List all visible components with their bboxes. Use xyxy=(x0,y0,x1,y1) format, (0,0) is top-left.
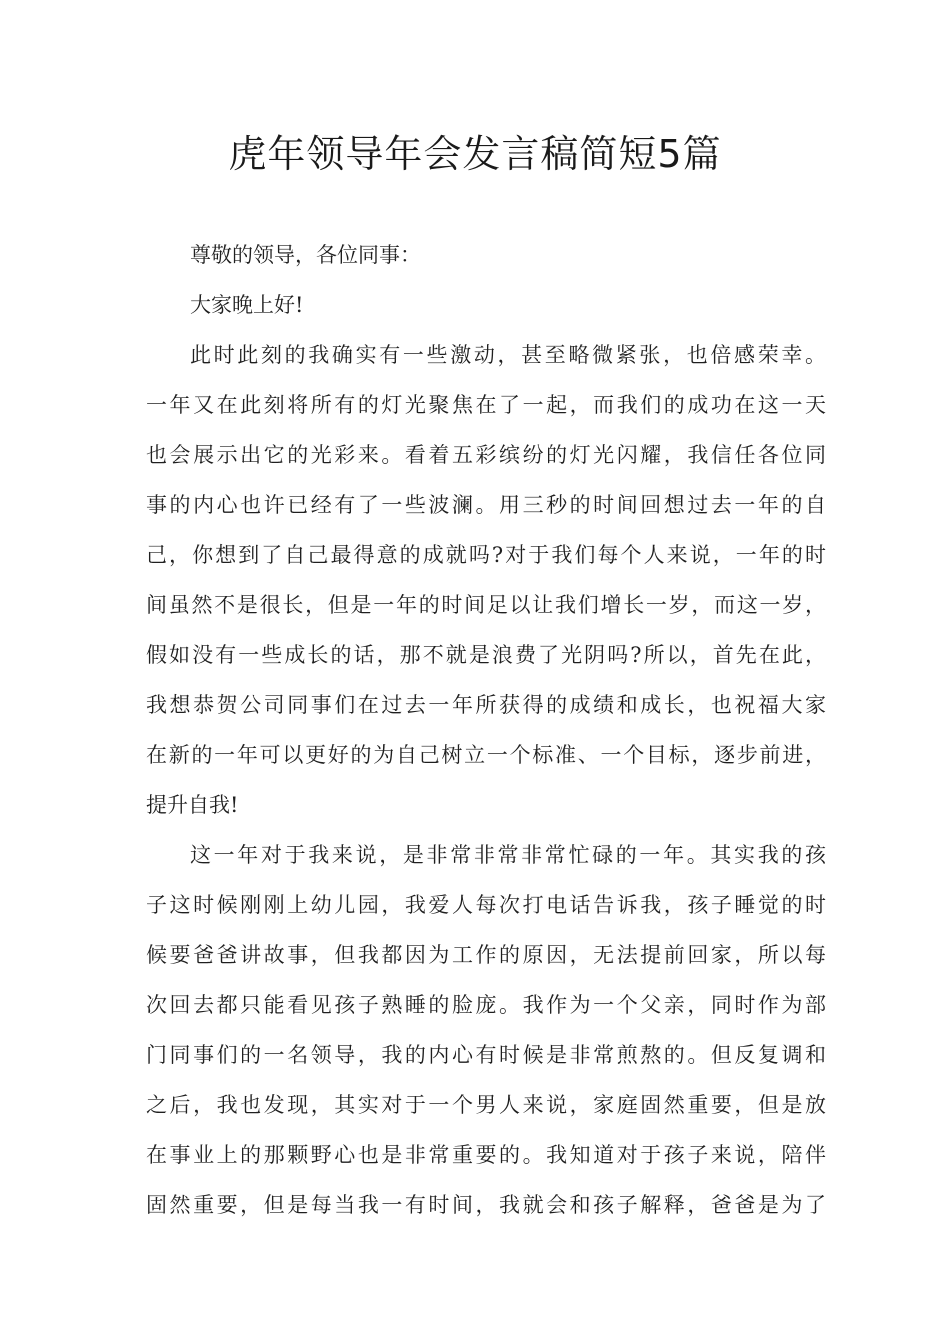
text-line: 这一年对于我来说，是非常非常非常忙碌的一年。其实我的孩 xyxy=(190,843,826,867)
text-line: 候要爸爸讲故事，但我都因为工作的原因，无法提前回家，所以每 xyxy=(146,943,826,967)
text-line: 尊敬的领导，各位同事： xyxy=(190,243,421,267)
text-line: 在事业上的那颗野心也是非常重要的。我知道对于孩子来说，陪伴 xyxy=(146,1143,826,1167)
text-line: 间虽然不是很长，但是一年的时间足以让我们增长一岁，而这一岁， xyxy=(146,593,826,617)
text-line: 提升自我! xyxy=(146,793,239,817)
text-line: 此时此刻的我确实有一些激动，甚至略微紧张，也倍感荣幸。 xyxy=(190,343,826,367)
text-line: 己，你想到了自己最得意的成就吗?对于我们每个人来说，一年的时 xyxy=(146,543,826,567)
text-line: 之后，我也发现，其实对于一个男人来说，家庭固然重要，但是放 xyxy=(146,1093,826,1117)
text-line: 假如没有一些成长的话，那不就是浪费了光阴吗?所以，首先在此， xyxy=(146,643,826,667)
document-body xyxy=(146,230,826,1230)
text-line: 大家晚上好! xyxy=(190,293,304,317)
text-line: 也会展示出它的光彩来。看着五彩缤纷的灯光闪耀，我信任各位同 xyxy=(146,443,826,467)
text-line: 固然重要，但是每当我一有时间，我就会和孩子解释，爸爸是为了 xyxy=(146,1193,826,1217)
text-line: 次回去都只能看见孩子熟睡的脸庞。我作为一个父亲，同时作为部 xyxy=(146,993,826,1017)
text-line: 我想恭贺公司同事们在过去一年所获得的成绩和成长，也祝福大家 xyxy=(146,693,826,717)
document-title: 虎年领导年会发言稿简短5篇 xyxy=(228,132,722,176)
text-line: 一年又在此刻将所有的灯光聚焦在了一起，而我们的成功在这一天 xyxy=(146,393,826,417)
text-line: 子这时候刚刚上幼儿园，我爱人每次打电话告诉我，孩子睡觉的时 xyxy=(146,893,826,917)
text-line: 事的内心也许已经有了一些波澜。用三秒的时间回想过去一年的自 xyxy=(146,493,826,517)
text-line: 门同事们的一名领导，我的内心有时候是非常煎熬的。但反复调和 xyxy=(146,1043,826,1067)
text-line: 在新的一年可以更好的为自己树立一个标准、一个目标，逐步前进， xyxy=(146,743,826,767)
